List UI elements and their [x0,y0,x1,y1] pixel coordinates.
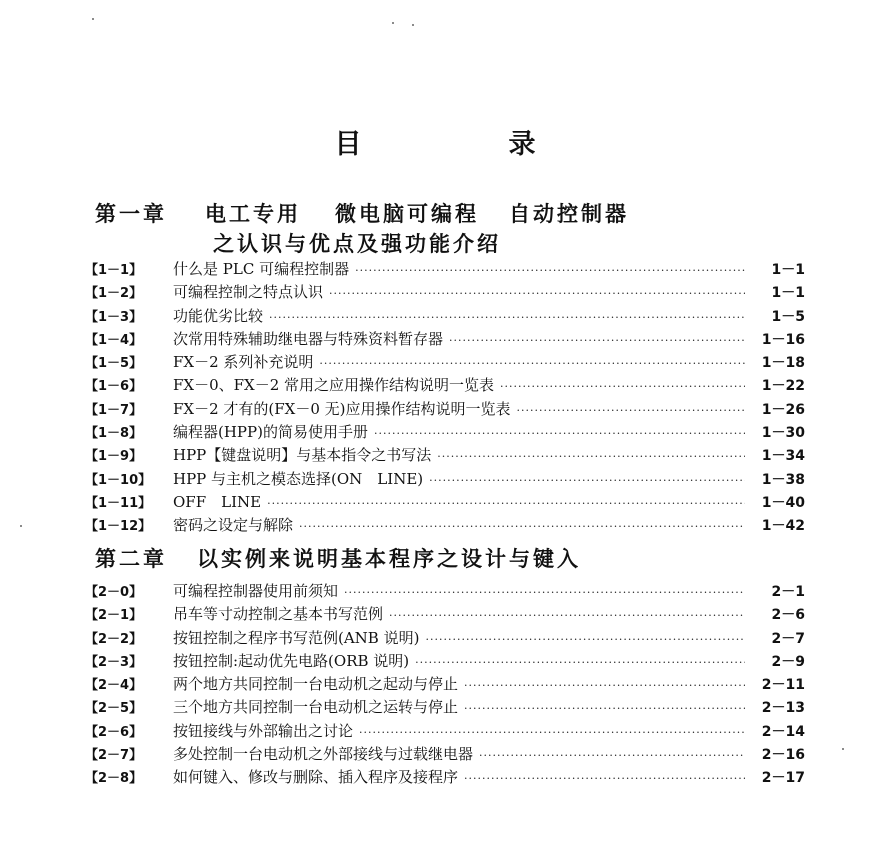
entry-number: 【1－12】 [85,519,152,535]
dot-leader [389,609,745,622]
chapter1-subtitle: 之认识与优点及强功能介绍 [213,231,501,256]
entry-page: 1－16 [761,331,805,348]
dot-leader [269,311,745,324]
dot-leader [267,497,745,510]
toc-entry[interactable] [85,743,805,766]
entry-page: 2－13 [761,700,805,717]
entry-number: 【2－5】 [85,701,143,717]
toc-entry[interactable] [85,281,805,304]
dot-leader [437,450,745,463]
entry-page: 1－26 [761,401,805,418]
toc-entry[interactable] [85,514,805,537]
entry-page: 2－14 [761,723,805,740]
entry-number: 【1－1】 [85,263,143,278]
entry-number: 【2－2】 [85,631,143,647]
toc-entry[interactable] [85,421,805,444]
entry-number: 【1－10】 [85,472,152,488]
entry-title: 按钮接线与外部输出之讨论 [173,721,354,740]
dot-leader [319,357,745,370]
toc-entry[interactable] [85,258,805,281]
entry-page: 2－17 [761,770,805,787]
entry-title: 可编程控制之特点认识 [173,283,324,302]
toc-entry[interactable] [85,580,805,603]
entry-title: OFF LINE [173,492,262,511]
toc-entry[interactable] [85,673,805,696]
entry-number: 【2－8】 [85,771,143,787]
entry-page: 1－30 [761,425,805,442]
entry-title: 按钮控制:起动优先电路(ORB 说明) [173,651,410,670]
entry-title: 按钮控制之程序书写范例(ANB 说明) [173,628,420,647]
chapter1-label: 第一章 [95,201,167,226]
chapter1-toc [85,258,805,538]
chapter1-title-part: 电工专用 [205,201,301,226]
scan-speck [392,22,394,24]
toc-entry[interactable] [85,328,805,351]
toc-entry[interactable] [85,468,805,491]
entry-page: 1－1 [771,285,805,302]
entry-page: 1－1 [771,262,805,278]
entry-page: 2－16 [761,747,805,764]
chapter2-heading [95,543,581,573]
chapter1-title-part: 微电脑可编程 [335,201,479,226]
scan-speck [412,24,414,26]
entry-title: 两个地方共同控制一台电动机之起动与停止 [173,675,459,694]
entry-title: FX－0、FX－2 常用之应用操作结构说明一览表 [173,376,495,395]
dot-leader [464,702,745,715]
toc-entry[interactable] [85,720,805,743]
dot-leader [374,427,745,440]
entry-number: 【1－6】 [85,379,143,395]
entry-page: 1－38 [761,471,805,488]
dot-leader [464,772,745,785]
entry-page: 1－22 [761,378,805,395]
entry-title: 如何键入、修改与删除、插入程序及接程序 [173,768,459,787]
toc-entry[interactable] [85,766,805,789]
chapter2-toc [85,580,805,790]
toc-entry[interactable] [85,444,805,467]
entry-title: 多处控制一台电动机之外部接线与过载继电器 [173,745,474,764]
chapter1-title-part: 自动控制器 [509,201,629,226]
entry-title: FX－2 才有的(FX－0 无)应用操作结构说明一览表 [173,399,511,418]
entry-page: 2－7 [771,630,805,647]
page-title: 目 录 [334,129,596,160]
dot-leader [429,474,745,487]
entry-number: 【1－7】 [85,402,143,418]
entry-page: 1－18 [761,355,805,372]
dot-leader [500,380,745,393]
entry-title: 次常用特殊辅助继电器与特殊资料暂存器 [173,329,444,348]
entry-number: 【1－8】 [85,426,143,442]
toc-entry[interactable] [85,491,805,514]
entry-page: 1－40 [761,494,805,511]
dot-leader [329,287,745,300]
toc-entry[interactable] [85,398,805,421]
entry-number: 【2－7】 [85,748,143,764]
dot-leader [299,520,745,533]
toc-entry[interactable] [85,603,805,626]
toc-entry[interactable] [85,351,805,374]
scan-speck [842,748,844,750]
entry-page: 1－42 [761,518,805,535]
dot-leader [344,586,745,599]
entry-number: 【2－3】 [85,654,143,670]
entry-page: 2－1 [771,584,805,600]
dot-leader [464,679,745,692]
entry-title: HPP 与主机之模态选择(ON LINE) [173,469,424,488]
toc-entry[interactable] [85,696,805,719]
toc-entry[interactable] [85,650,805,673]
entry-number: 【2－1】 [85,608,143,624]
entry-title: 三个地方共同控制一台电动机之运转与停止 [173,698,459,717]
entry-number: 【1－5】 [85,356,143,372]
entry-title: HPP【键盘说明】与基本指令之书写法 [173,446,432,465]
dot-leader [449,334,745,347]
entry-title: FX－2 系列补充说明 [173,353,314,372]
chapter1-heading [95,198,629,228]
entry-page: 1－34 [761,448,805,465]
entry-title: 吊车等寸动控制之基本书写范例 [173,605,384,624]
toc-entry[interactable] [85,627,805,650]
scan-speck [92,18,94,20]
entry-number: 【1－4】 [85,332,143,348]
chapter2-title: 以实例来说明基本程序之设计与键入 [197,546,581,571]
entry-number: 【2－0】 [85,585,143,600]
entry-number: 【2－6】 [85,724,143,740]
entry-page: 2－9 [771,653,805,670]
dot-leader [425,633,745,646]
dot-leader [415,656,745,669]
dot-leader [479,749,745,762]
entry-title: 可编程控制器使用前须知 [173,582,339,600]
scan-speck [20,525,22,527]
entry-number: 【1－3】 [85,309,143,325]
entry-title: 功能优劣比较 [173,306,264,325]
toc-entry[interactable] [85,374,805,397]
entry-number: 【1－11】 [85,495,152,511]
dot-leader [359,726,745,739]
entry-number: 【2－4】 [85,678,143,694]
entry-title: 什么是 PLC 可编程控制器 [173,260,350,278]
entry-title: 密码之设定与解除 [173,516,294,535]
entry-number: 【1－2】 [85,286,143,302]
entry-page: 2－6 [771,607,805,624]
dot-leader [517,404,745,417]
entry-number: 【1－9】 [85,449,143,465]
entry-title: 编程器(HPP)的简易使用手册 [173,423,368,442]
entry-page: 1－5 [771,308,805,325]
chapter2-label: 第二章 [95,546,167,571]
entry-page: 2－11 [761,677,805,694]
toc-entry[interactable] [85,305,805,328]
dot-leader [355,264,745,277]
